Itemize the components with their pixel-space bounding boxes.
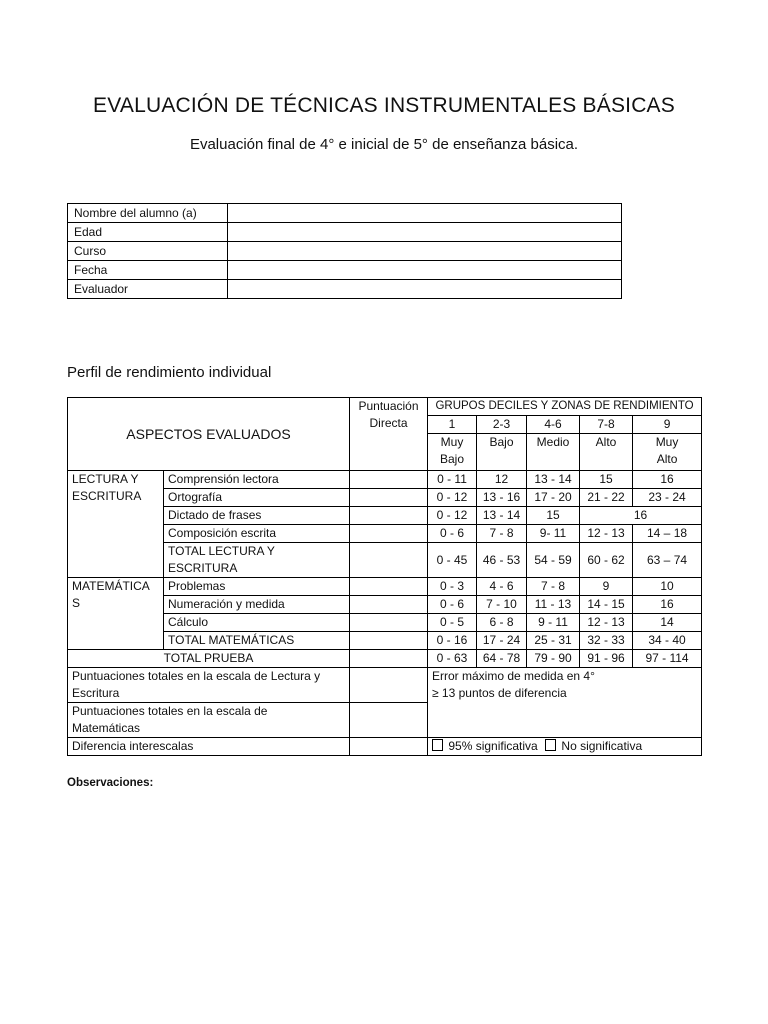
range-cell: 0 - 6 bbox=[428, 596, 477, 614]
info-label-edad: Edad bbox=[68, 223, 228, 242]
group-label-lectura bbox=[68, 471, 164, 578]
label-line: Matemáticas bbox=[72, 721, 141, 735]
zone-line: Bajo bbox=[489, 435, 514, 449]
info-label-nombre: Nombre del alumno (a) bbox=[68, 204, 228, 223]
range-cell: 12 - 13 bbox=[580, 525, 633, 543]
range-cell: 9 - 11 bbox=[527, 614, 580, 632]
label-line: Puntuaciones totales en la escala de Lectura y bbox=[72, 669, 321, 683]
zone-line: Alto bbox=[595, 435, 617, 449]
table-row bbox=[68, 632, 702, 650]
section-title: Perfil de rendimiento individual bbox=[67, 364, 272, 381]
range-cell: 32 - 33 bbox=[580, 632, 633, 650]
range-cell: 17 - 24 bbox=[477, 632, 527, 650]
info-row-edad bbox=[68, 223, 622, 242]
zone-line: Muy bbox=[440, 435, 464, 449]
direct-score-cell[interactable] bbox=[350, 543, 428, 578]
info-row-curso bbox=[68, 242, 622, 261]
table-row bbox=[68, 525, 702, 543]
decile-header: 1 bbox=[428, 416, 477, 434]
zone-header bbox=[428, 434, 477, 471]
row-label: TOTAL LECTURA Y ESCRITURA bbox=[164, 543, 350, 578]
direct-score-cell[interactable] bbox=[350, 489, 428, 507]
total-lectura-scale-label bbox=[68, 668, 350, 703]
range-cell: 79 - 90 bbox=[527, 650, 580, 668]
zone-line: Bajo bbox=[439, 452, 465, 466]
info-row-nombre bbox=[68, 204, 622, 223]
info-value-nombre[interactable] bbox=[228, 204, 622, 223]
decile-header: 9 bbox=[633, 416, 702, 434]
direct-score-cell[interactable] bbox=[350, 703, 428, 738]
group-label-line: S bbox=[72, 596, 81, 610]
zone-header bbox=[527, 434, 580, 471]
student-info-table bbox=[67, 203, 622, 299]
info-value-edad[interactable] bbox=[228, 223, 622, 242]
direct-score-cell[interactable] bbox=[350, 596, 428, 614]
range-cell: 14 bbox=[633, 614, 702, 632]
direct-score-cell[interactable] bbox=[350, 525, 428, 543]
table-row bbox=[68, 489, 702, 507]
info-row-evaluador bbox=[68, 280, 622, 299]
not-significant-option-label: No significativa bbox=[561, 739, 643, 753]
interscale-difference-label: Diferencia interescalas bbox=[68, 738, 350, 756]
range-cell: 15 bbox=[580, 471, 633, 489]
direct-score-header-line1: Puntuación bbox=[358, 399, 419, 413]
info-value-fecha[interactable] bbox=[228, 261, 622, 280]
range-cell: 0 - 3 bbox=[428, 578, 477, 596]
row-label: Ortografía bbox=[164, 489, 350, 507]
direct-score-cell[interactable] bbox=[350, 614, 428, 632]
zone-line: Medio bbox=[536, 435, 570, 449]
range-cell: 4 - 6 bbox=[477, 578, 527, 596]
table-row bbox=[68, 578, 702, 596]
row-label: Numeración y medida bbox=[164, 596, 350, 614]
range-cell: 54 - 59 bbox=[527, 543, 580, 578]
range-cell: 13 - 16 bbox=[477, 489, 527, 507]
note-line: ≥ 13 puntos de diferencia bbox=[432, 686, 567, 700]
range-cell: 12 bbox=[477, 471, 527, 489]
range-cell: 0 - 63 bbox=[428, 650, 477, 668]
row-label: TOTAL MATEMÁTICAS bbox=[164, 632, 350, 650]
table-row bbox=[68, 471, 702, 489]
row-label: Composición escrita bbox=[164, 525, 350, 543]
table-row bbox=[68, 596, 702, 614]
direct-score-cell[interactable] bbox=[350, 578, 428, 596]
range-cell: 46 - 53 bbox=[477, 543, 527, 578]
range-cell: 60 - 62 bbox=[580, 543, 633, 578]
range-cell: 34 - 40 bbox=[633, 632, 702, 650]
range-cell: 14 – 18 bbox=[633, 525, 702, 543]
range-cell: 7 - 8 bbox=[477, 525, 527, 543]
group-label-line: MATEMÁTICA bbox=[72, 579, 150, 593]
aspects-header: ASPECTOS EVALUADOS bbox=[68, 398, 350, 471]
direct-score-header-line2: Directa bbox=[369, 416, 408, 430]
direct-score-header bbox=[350, 398, 428, 471]
zone-header bbox=[477, 434, 527, 471]
range-cell: 0 - 16 bbox=[428, 632, 477, 650]
observations-label: Observaciones: bbox=[67, 777, 154, 789]
row-label: Problemas bbox=[164, 578, 350, 596]
range-cell: 16 bbox=[580, 507, 702, 525]
direct-score-cell[interactable] bbox=[350, 471, 428, 489]
direct-score-cell[interactable] bbox=[350, 668, 428, 703]
direct-score-cell[interactable] bbox=[350, 507, 428, 525]
info-value-evaluador[interactable] bbox=[228, 280, 622, 299]
direct-score-cell[interactable] bbox=[350, 738, 428, 756]
significant-option-label: 95% significativa bbox=[448, 739, 538, 753]
range-cell: 10 bbox=[633, 578, 702, 596]
label-line: Puntuaciones totales en la escala de bbox=[72, 704, 268, 718]
range-cell: 64 - 78 bbox=[477, 650, 527, 668]
info-label-fecha: Fecha bbox=[68, 261, 228, 280]
group-label-line: LECTURA Y bbox=[72, 472, 139, 486]
table-row bbox=[68, 738, 702, 756]
page-title: EVALUACIÓN DE TÉCNICAS INSTRUMENTALES BÁSICAS bbox=[93, 94, 675, 117]
range-cell: 7 - 8 bbox=[527, 578, 580, 596]
zone-header bbox=[633, 434, 702, 471]
total-matematicas-scale-label bbox=[68, 703, 350, 738]
table-row bbox=[68, 668, 702, 703]
info-value-curso[interactable] bbox=[228, 242, 622, 261]
page-subtitle: Evaluación final de 4° e inicial de 5° de enseñanza básica. bbox=[189, 136, 579, 153]
zone-header bbox=[580, 434, 633, 471]
range-cell: 11 - 13 bbox=[527, 596, 580, 614]
row-label: Comprensión lectora bbox=[164, 471, 350, 489]
direct-score-cell[interactable] bbox=[350, 632, 428, 650]
range-cell: 63 – 74 bbox=[633, 543, 702, 578]
table-row bbox=[68, 650, 702, 668]
range-cell: 14 - 15 bbox=[580, 596, 633, 614]
decile-header: 4-6 bbox=[527, 416, 580, 434]
range-cell: 21 - 22 bbox=[580, 489, 633, 507]
header-row-1 bbox=[68, 398, 702, 416]
info-row-fecha bbox=[68, 261, 622, 280]
decile-header: 7-8 bbox=[580, 416, 633, 434]
table-row bbox=[68, 614, 702, 632]
table-row bbox=[68, 507, 702, 525]
range-cell: 15 bbox=[527, 507, 580, 525]
range-cell: 0 - 45 bbox=[428, 543, 477, 578]
table-row bbox=[68, 543, 702, 578]
significant-checkbox[interactable] bbox=[432, 739, 443, 751]
row-label: TOTAL PRUEBA bbox=[68, 650, 350, 668]
range-cell: 0 - 12 bbox=[428, 489, 477, 507]
label-line: Escritura bbox=[72, 686, 120, 700]
range-cell: 7 - 10 bbox=[477, 596, 527, 614]
group-label-line: ESCRITURA bbox=[72, 489, 142, 503]
note-line: Error máximo de medida en 4° bbox=[432, 669, 595, 683]
direct-score-cell[interactable] bbox=[350, 650, 428, 668]
range-cell: 6 - 8 bbox=[477, 614, 527, 632]
not-significant-checkbox[interactable] bbox=[545, 739, 556, 751]
range-cell: 97 - 114 bbox=[633, 650, 702, 668]
range-cell: 9 bbox=[580, 578, 633, 596]
range-cell: 25 - 31 bbox=[527, 632, 580, 650]
row-label: Cálculo bbox=[164, 614, 350, 632]
significance-options bbox=[428, 738, 702, 756]
range-cell: 16 bbox=[633, 471, 702, 489]
range-cell: 91 - 96 bbox=[580, 650, 633, 668]
range-cell: 0 - 12 bbox=[428, 507, 477, 525]
range-cell: 23 - 24 bbox=[633, 489, 702, 507]
range-cell: 9- 11 bbox=[527, 525, 580, 543]
zone-line: Alto bbox=[656, 452, 678, 466]
group-label-matematicas bbox=[68, 578, 164, 650]
info-label-curso: Curso bbox=[68, 242, 228, 261]
range-cell: 13 - 14 bbox=[527, 471, 580, 489]
range-cell: 0 - 11 bbox=[428, 471, 477, 489]
range-cell: 12 - 13 bbox=[580, 614, 633, 632]
range-cell: 16 bbox=[633, 596, 702, 614]
measure-error-note bbox=[428, 668, 702, 738]
zone-line: Muy bbox=[655, 435, 679, 449]
row-label: Dictado de frases bbox=[164, 507, 350, 525]
range-cell: 0 - 6 bbox=[428, 525, 477, 543]
decile-header: 2-3 bbox=[477, 416, 527, 434]
info-label-evaluador: Evaluador bbox=[68, 280, 228, 299]
range-cell: 0 - 5 bbox=[428, 614, 477, 632]
performance-table bbox=[67, 397, 702, 756]
range-cell: 17 - 20 bbox=[527, 489, 580, 507]
range-cell: 13 - 14 bbox=[477, 507, 527, 525]
groups-header: GRUPOS DECILES Y ZONAS DE RENDIMIENTO bbox=[428, 398, 702, 416]
